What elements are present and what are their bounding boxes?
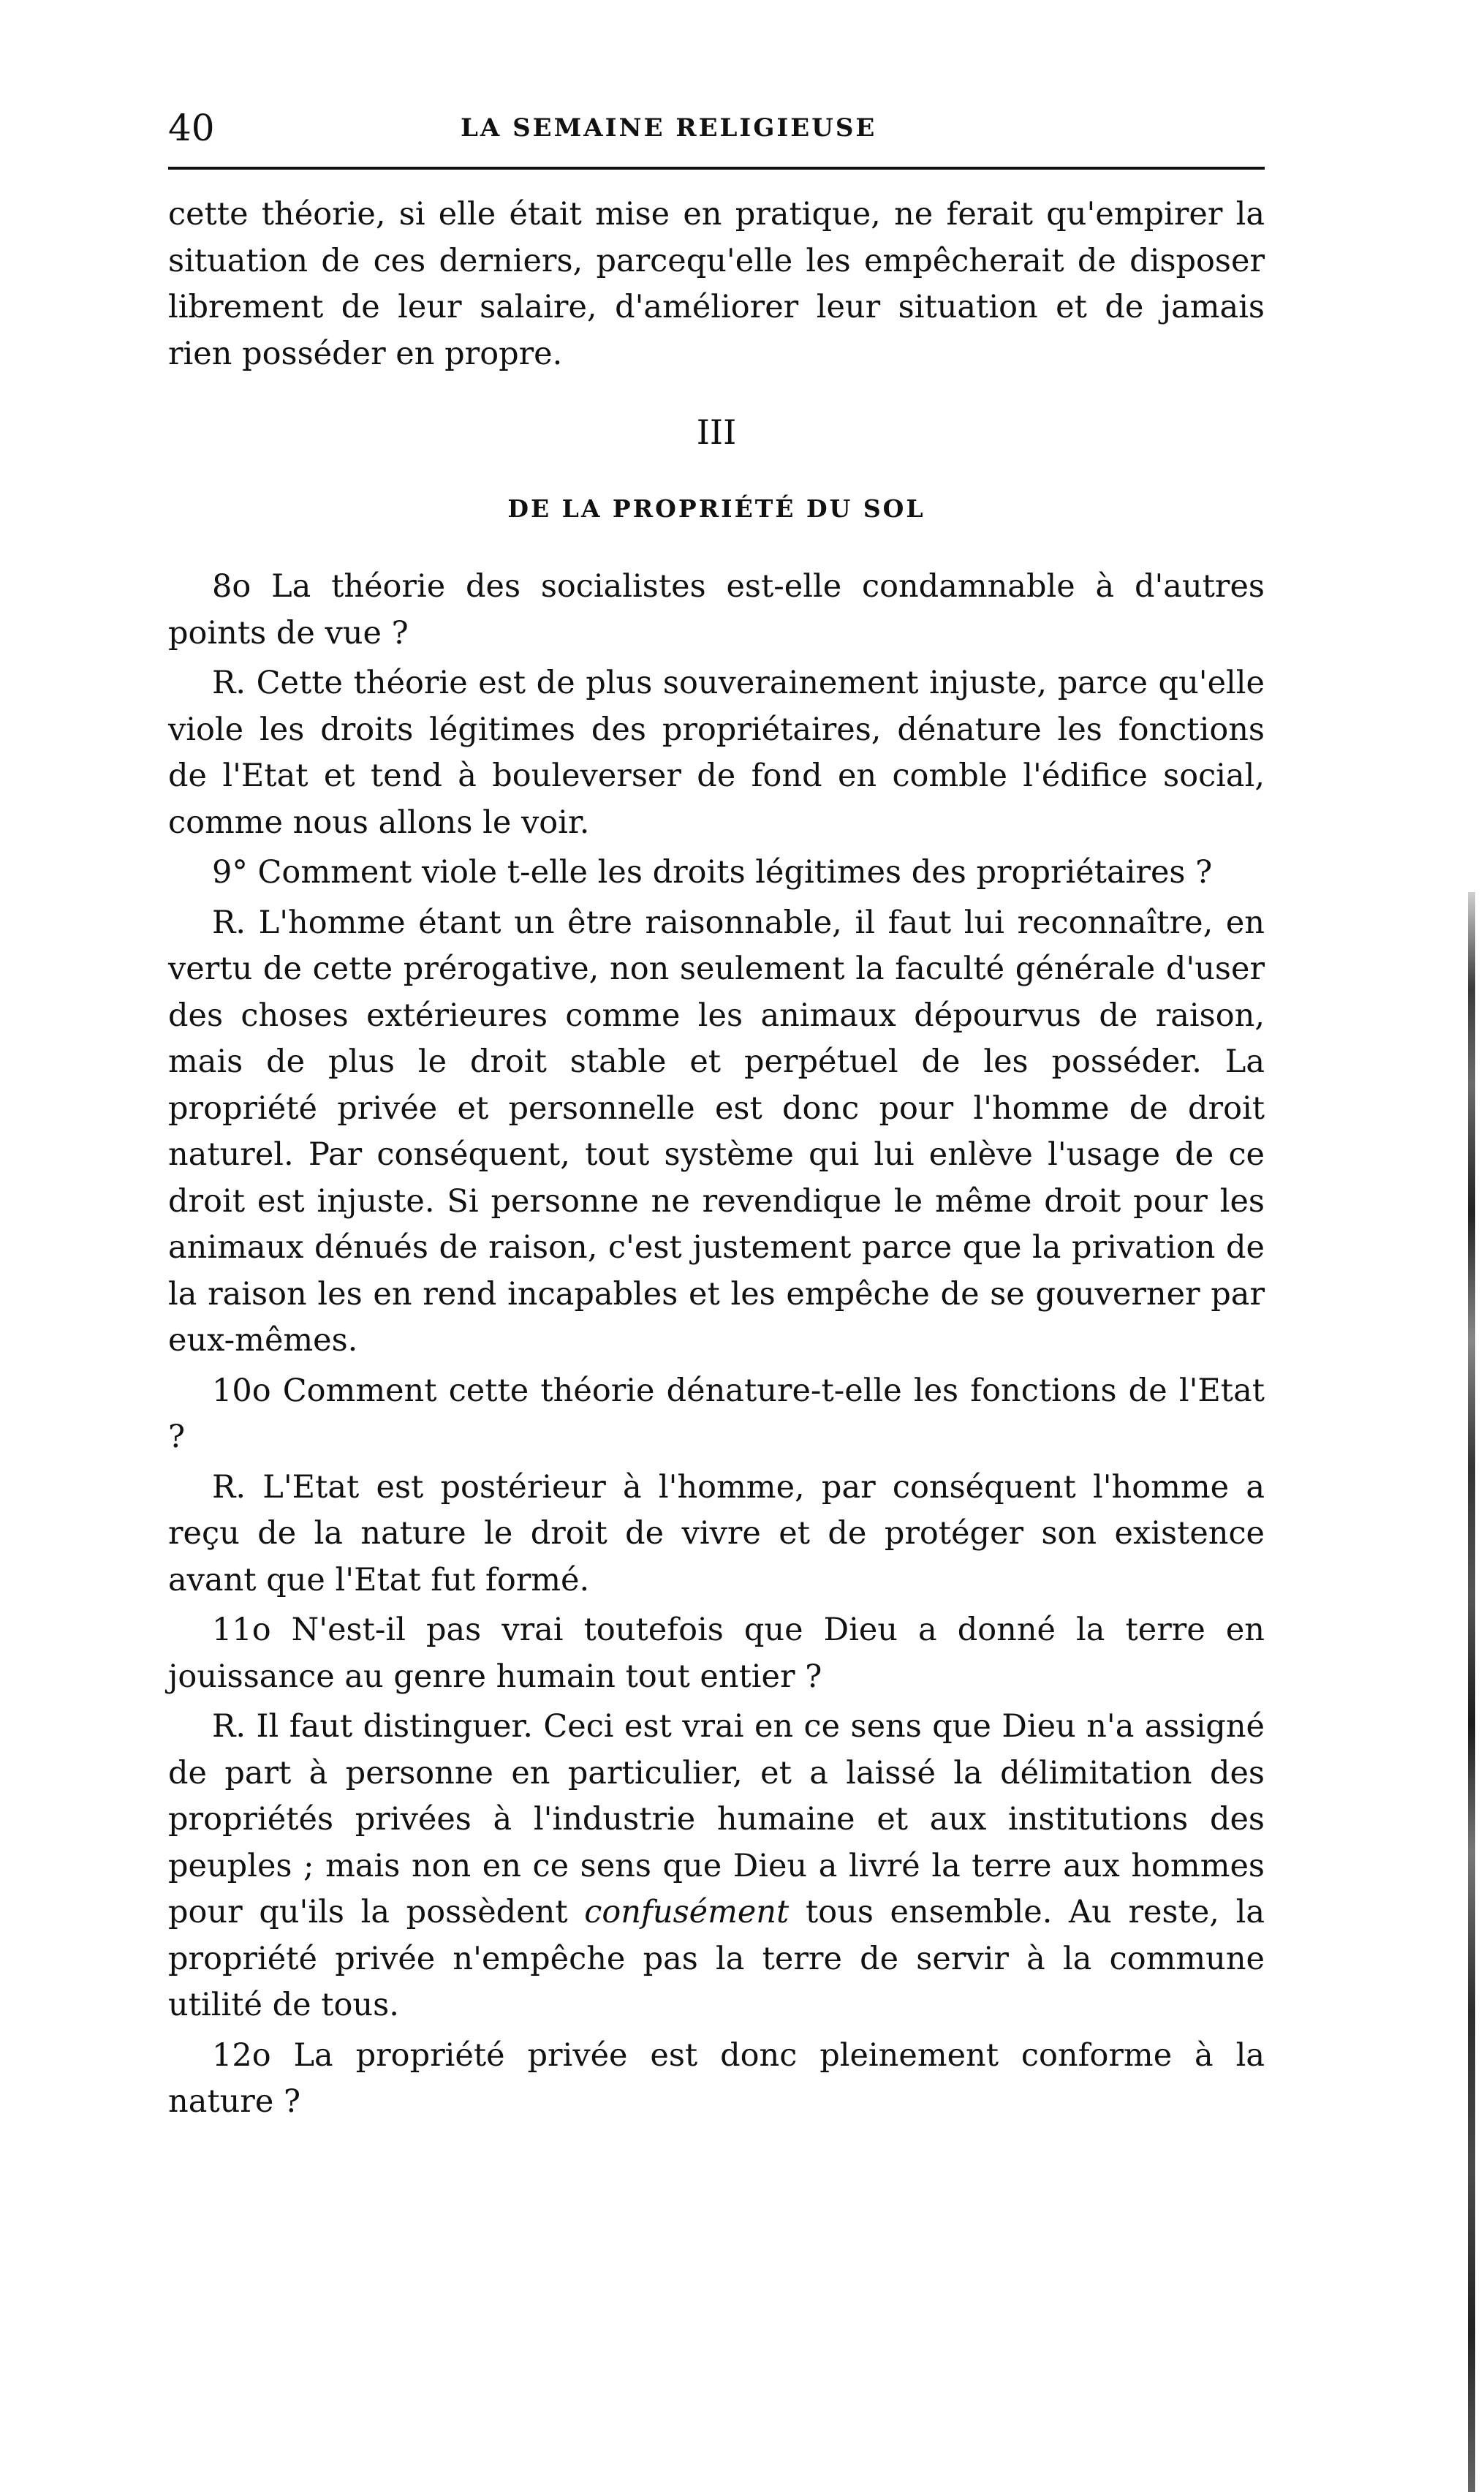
header-rule <box>168 167 1265 170</box>
answer-11-part-2: tous ensemble. Au reste, la propriété privée n'empêche pas la terre de servir à la commune utilité de tous. <box>168 1894 1265 2023</box>
page-body <box>168 192 1265 2126</box>
section-number: III <box>696 412 737 452</box>
answer-11-emphasis: confusément <box>584 1894 790 1930</box>
page-number: 40 <box>168 107 215 149</box>
answer-11-part-1: R. Il faut distinguer. Ceci est vrai en ce sens que Dieu n'a assigné de part à personne en particulier, et a laissé la délimitation des propriétés privées à l'industrie humaine et aux institutions des peuples ; mais non en ce sens que Dieu a livré la terre aux hommes pour qu'ils la possèdent <box>168 1708 1265 1930</box>
question-10: 10o Comment cette théorie dénature-t-elle les fonctions de l'Etat ? <box>168 1372 1265 1455</box>
question-9: 9° Comment viole t-elle les droits légitimes des propriétaires ? <box>212 854 1213 891</box>
answer-11 <box>168 1704 1265 2029</box>
paragraph-continuation: cette théorie, si elle était mise en pratique, ne ferait qu'empirer la situation de ces derniers, parcequ'elle les empêcherait de disposer librement de leur salaire, d'améliorer leur situation et de jamais rien posséder en propre. <box>168 196 1265 372</box>
answer-9: R. L'homme étant un être raisonnable, il faut lui reconnaître, en vertu de cette prérogative, non seulement la faculté générale d'user des choses extérieures comme les animaux dépourvus de raison, mais de plus le droit stable et perpétuel de les posséder. La propriété privée et personnelle est donc pour l'homme de droit naturel. Par conséquent, tout système qui lui enlève l'usage de ce droit est injuste. Si personne ne revendique le même droit pour les animaux dénués de raison, c'est justement parce que la privation de la raison les en rend incapables et les empêche de se gouverner par eux-mêmes. <box>168 904 1265 1359</box>
question-12: 12o La propriété privée est donc pleinement conforme à la nature ? <box>168 2036 1265 2120</box>
answer-8: R. Cette théorie est de plus souverainement injuste, parce qu'elle viole les droits légitimes des propriétaires, dénature les fonctions de l'Etat et tend à bouleverser de fond en comble l'édifice social, comme nous allons le voir. <box>168 665 1265 841</box>
question-11: 11o N'est-il pas vrai toutefois que Dieu a donné la terre en jouissance au genre humain tout entier ? <box>168 1612 1265 1695</box>
scan-edge-shadow <box>1468 892 1475 2492</box>
section-title: DE LA PROPRIÉTÉ DU SOL <box>507 494 925 523</box>
running-head: LA SEMAINE RELIGIEUSE <box>461 113 877 143</box>
answer-10: R. L'Etat est postérieur à l'homme, par conséquent l'homme a reçu de la nature le droit de vivre et de protéger son existence avant que l'Etat fut formé. <box>168 1468 1265 1598</box>
page-header <box>168 102 1265 154</box>
question-8: 8o La théorie des socialistes est-elle condamnable à d'autres points de vue ? <box>168 568 1265 652</box>
